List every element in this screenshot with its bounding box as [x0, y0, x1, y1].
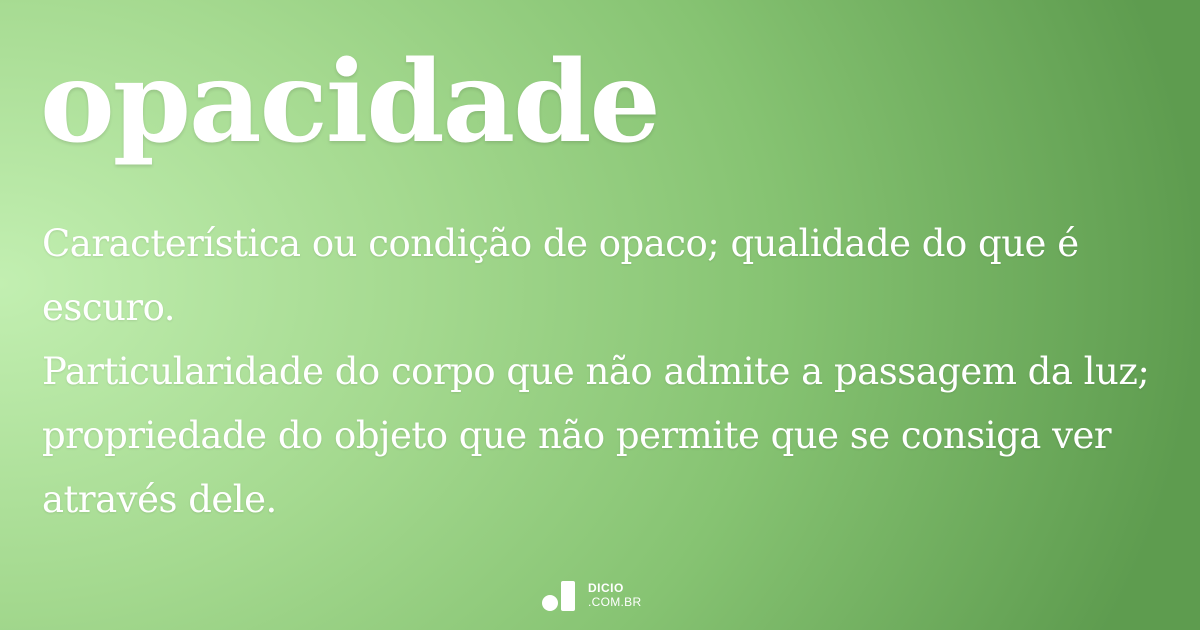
- entry-word: opacidade: [40, 37, 659, 168]
- dicio-brand: [542, 578, 641, 612]
- logo-dot: [542, 595, 558, 611]
- logo-bar: [561, 581, 575, 611]
- dicio-logo-icon: [542, 579, 578, 611]
- brand-name: DICIO: [588, 581, 624, 595]
- definition-block: [42, 212, 1162, 532]
- brand-text: [588, 581, 641, 609]
- definition-1: Característica ou condição de opaco; qualidade do que é escuro.: [42, 222, 1079, 329]
- brand-domain: .COM.BR: [588, 595, 642, 609]
- definition-2: Particularidade do corpo que não admite a passagem da luz; propriedade do objeto que não permite que se consiga ver através dele.: [42, 350, 1150, 521]
